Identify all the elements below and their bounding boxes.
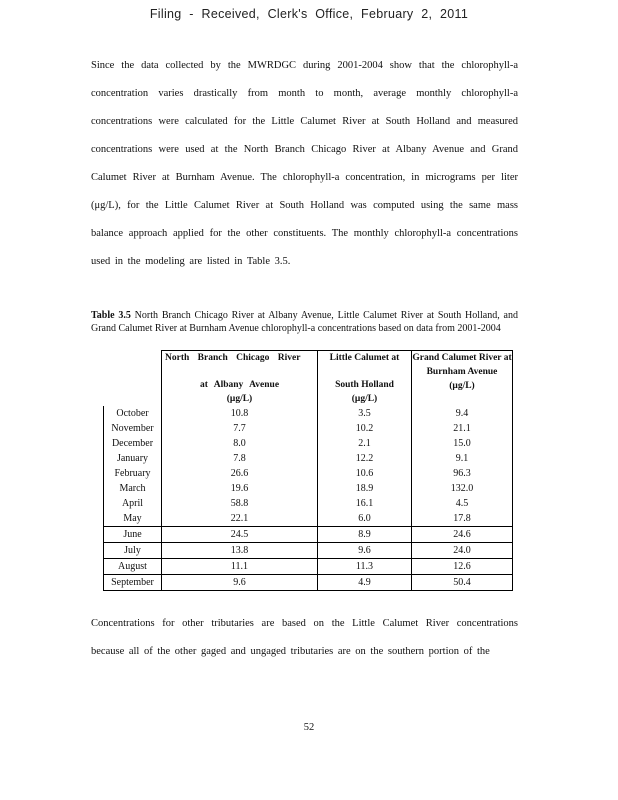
page-number: 52 [303,722,315,733]
closing-paragraph: Concentrations for other tributaries are based on the Little Calumet River concentrations because all of the other gaged and ungaged tributaries are on the southern portion of the [91,618,518,657]
little-calumet-value: 6.0 [318,511,412,527]
north-branch-value: 7.7 [162,421,318,436]
north-branch-header-unit: (μg/L) [226,394,253,404]
month-cell: October [104,406,162,421]
north-branch-value: 9.6 [162,575,318,591]
month-cell: July [104,543,162,559]
table-caption-label: Table 3.5 [91,310,131,321]
table-body [104,406,513,591]
little-calumet-value: 4.9 [318,575,412,591]
chlorophyll-table [103,350,513,591]
little-calumet-value: 11.3 [318,559,412,575]
table-row [104,511,513,527]
north-branch-value: 10.8 [162,406,318,421]
north-branch-value: 8.0 [162,436,318,451]
grand-calumet-value: 9.1 [412,451,513,466]
little-calumet-value: 16.1 [318,496,412,511]
month-cell: September [104,575,162,591]
table-caption-text: North Branch Chicago River at Albany Avenue, Little Calumet River at South Holland, and Grand Calumet River at Burnham Avenue chlorophyll-a concentrations based on data from 2001-2004 [91,310,518,334]
month-cell: April [104,496,162,511]
grand-calumet-header-line1: Grand Calumet River at [412,353,512,363]
north-branch-value: 19.6 [162,481,318,496]
little-calumet-value: 10.2 [318,421,412,436]
little-calumet-header-line1: Little Calumet at [329,353,400,363]
little-calumet-value: 3.5 [318,406,412,421]
table-row [104,436,513,451]
grand-calumet-value: 4.5 [412,496,513,511]
grand-calumet-value: 15.0 [412,436,513,451]
grand-calumet-value: 50.4 [412,575,513,591]
month-cell: January [104,451,162,466]
filing-header: Filing - Received, Clerk's Office, February 2, 2011 [149,7,469,21]
table-caption [91,309,518,335]
north-branch-value: 26.6 [162,466,318,481]
table-header-row [104,351,513,407]
month-header [104,351,162,407]
little-calumet-value: 10.6 [318,466,412,481]
little-calumet-value: 12.2 [318,451,412,466]
grand-calumet-value: 24.0 [412,543,513,559]
little-calumet-value: 2.1 [318,436,412,451]
little-calumet-value: 18.9 [318,481,412,496]
table-row [104,421,513,436]
month-cell: May [104,511,162,527]
month-cell: August [104,559,162,575]
intro-paragraph: Since the data collected by the MWRDGC during 2001-2004 show that the chlorophyll-a concentration varies drastically from month to month, average monthly chlorophyll-a concentrations were calculated for the Little Calumet River at South Holland and measured concentrations were used at the North Branch Chicago River at Albany Avenue and Grand Calumet River at Burnham Avenue. The chlorophyll-a concentration, in micrograms per liter (μg/L), for the Little Calumet River at South Holland was computed using the same mass balance approach applied for the other constituents. The monthly chlorophyll-a concentrations used in the modeling are listed in Table 3.5. [91,60,518,267]
table-row [104,575,513,591]
grand-calumet-value: 132.0 [412,481,513,496]
month-cell: March [104,481,162,496]
north-branch-value: 58.8 [162,496,318,511]
month-cell: June [104,527,162,543]
grand-calumet-value: 17.8 [412,511,513,527]
little-calumet-header-unit: (μg/L) [351,394,378,404]
north-branch-value: 11.1 [162,559,318,575]
table-row [104,406,513,421]
grand-calumet-header-line2: Burnham Avenue [426,367,498,377]
table-row [104,559,513,575]
little-calumet-value: 9.6 [318,543,412,559]
north-branch-value: 13.8 [162,543,318,559]
grand-calumet-header [412,351,513,407]
month-cell: November [104,421,162,436]
north-branch-value: 22.1 [162,511,318,527]
north-branch-value: 7.8 [162,451,318,466]
little-calumet-header-line2: South Holland [335,380,394,390]
grand-calumet-value: 24.6 [412,527,513,543]
little-calumet-header [318,351,412,407]
table-row [104,466,513,481]
month-cell: December [104,436,162,451]
table-row [104,481,513,496]
table-row [104,496,513,511]
grand-calumet-value: 21.1 [412,421,513,436]
grand-calumet-value: 12.6 [412,559,513,575]
table-row [104,543,513,559]
grand-calumet-value: 9.4 [412,406,513,421]
north-branch-header-line2: at Albany Avenue [199,380,280,390]
table-row [104,527,513,543]
grand-calumet-value: 96.3 [412,466,513,481]
little-calumet-value: 8.9 [318,527,412,543]
north-branch-value: 24.5 [162,527,318,543]
grand-calumet-header-unit: (μg/L) [449,381,475,391]
table-row [104,451,513,466]
month-cell: February [104,466,162,481]
north-branch-header-line1: North Branch Chicago River [165,353,301,363]
north-branch-header [162,351,318,407]
